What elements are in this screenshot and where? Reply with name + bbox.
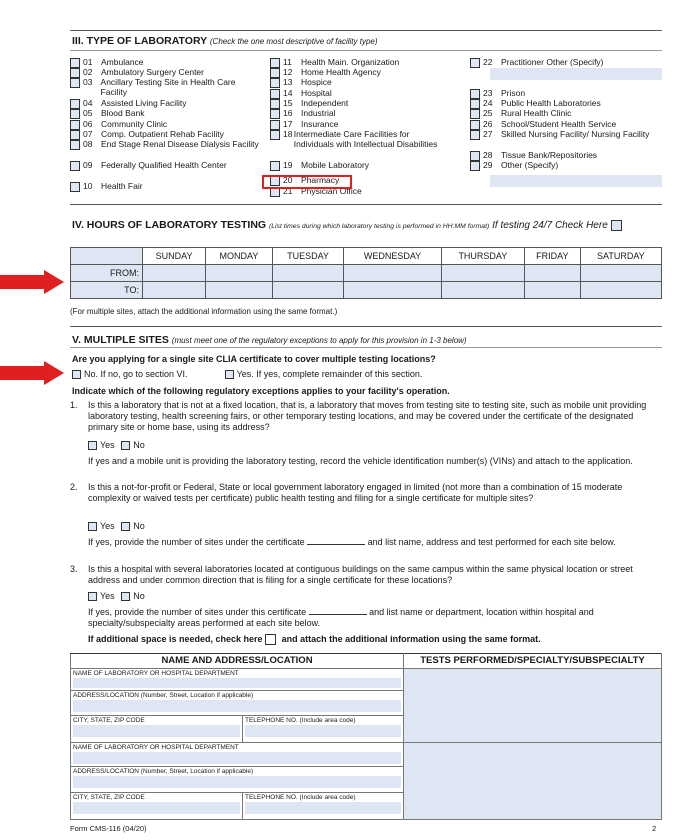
section-divider: [70, 326, 662, 327]
site-1-address-field[interactable]: [71, 691, 404, 716]
q2-number-of-sites-field[interactable]: [307, 544, 365, 545]
lab-type-number: 20: [283, 175, 293, 185]
site-2-address-field[interactable]: [71, 767, 404, 793]
lab-type-checkbox-03[interactable]: [70, 78, 80, 88]
to-monday-field[interactable]: [206, 282, 273, 299]
hours-corner-cell: [71, 248, 143, 265]
lab-type-checkbox-15[interactable]: [270, 99, 280, 109]
lab-type-label: Comp. Outpatient Rehab Facility: [101, 129, 224, 139]
lab-type-option-25[interactable]: [470, 109, 660, 119]
lab-type-option-22[interactable]: [470, 58, 660, 68]
site-2-city-label: CITY, STATE, ZIP CODE: [73, 794, 145, 801]
from-wednesday-field[interactable]: [344, 265, 441, 282]
section5-title: [72, 334, 467, 346]
page-number: 2: [652, 824, 657, 833]
q2-note: [88, 537, 648, 548]
to-saturday-field[interactable]: [580, 282, 661, 299]
from-thursday-field[interactable]: [441, 265, 524, 282]
lab-type-checkbox-05[interactable]: [70, 109, 80, 119]
lab-type-label: Public Health Laboratories: [501, 98, 601, 108]
site-1-phone-input[interactable]: [245, 725, 401, 737]
section3-note: (Check the one most descriptive of facility type): [209, 37, 378, 46]
lab-type-number: 12: [283, 67, 293, 77]
single-site-question: Are you applying for a single site CLIA certificate to cover multiple testing locations?: [72, 354, 436, 364]
address-header-left: NAME AND ADDRESS/LOCATION: [71, 654, 404, 669]
section-divider: [70, 50, 662, 51]
site-2-phone-input[interactable]: [245, 802, 401, 814]
lab-type-label: Home Health Agency: [301, 67, 381, 77]
lab-type-label: Other (Specify): [501, 160, 559, 170]
q3-note-part-a: If yes, provide the number of sites under this certificate: [88, 607, 307, 617]
single-site-answers: [72, 369, 422, 380]
section-divider: [70, 347, 662, 348]
site-2-name-row: [71, 743, 662, 767]
lab-type-number: 07: [83, 129, 93, 139]
lab-type-checkbox-24[interactable]: [470, 99, 480, 109]
address-table: [70, 653, 662, 820]
lab-type-option-27[interactable]: [470, 130, 660, 140]
lab-type-checkbox-10[interactable]: [70, 182, 80, 192]
q3-no-label: No: [133, 591, 145, 601]
q2-number: 2.: [70, 482, 78, 492]
lab-type-option-08[interactable]: [70, 140, 260, 150]
section3-title-text: III. TYPE OF LABORATORY: [72, 35, 207, 47]
lab-type-label: Health Fair: [101, 181, 143, 191]
lab-type-checkbox-25[interactable]: [470, 109, 480, 119]
section4-note: (List times during which laboratory testing is performed in HH:MM format): [269, 223, 490, 230]
lab-type-label: Mobile Laboratory: [301, 160, 370, 170]
section4-title: IV. HOURS OF LABORATORY TESTING: [72, 219, 267, 231]
red-arrow-shaft-1: [0, 275, 46, 289]
lab-type-number: 21: [283, 186, 293, 196]
to-friday-field[interactable]: [524, 282, 580, 299]
lab-type-checkbox-26[interactable]: [470, 120, 480, 130]
lab-type-checkbox-02[interactable]: [70, 68, 80, 78]
lab-type-checkbox-29[interactable]: [470, 161, 480, 171]
q3-note-part-b: and list name or department, location within hospital and specialty/subspecialty areas performed at each site below.: [88, 607, 594, 628]
site-2-address-label: ADDRESS/LOCATION (Number, Street, Location if applicable): [73, 768, 254, 775]
lab-type-checkbox-06[interactable]: [70, 120, 80, 130]
q3-number-of-sites-field[interactable]: [309, 614, 367, 615]
hours-to-row: [71, 282, 662, 299]
site-1-city-field[interactable]: [71, 716, 243, 743]
lab-type-option-05[interactable]: [70, 109, 260, 119]
q3-note: [88, 607, 662, 629]
q2-answers: [88, 521, 145, 532]
lab-type-checkbox-07[interactable]: [70, 130, 80, 140]
q2-note-part-b: and list name, address and test performed for each site below.: [367, 537, 616, 547]
single-site-no-label: No. If no, go to section VI.: [84, 369, 188, 379]
to-label: TO:: [71, 282, 143, 299]
lab-type-label: Pharmacy: [301, 175, 340, 185]
q3-yes-label: Yes: [100, 591, 115, 601]
lab-type-number: 03: [83, 77, 93, 87]
lab-type-label: End Stage Renal Disease Dialysis Facility: [101, 139, 259, 149]
lab-type-number: 10: [83, 181, 93, 191]
lab-type-number: 16: [283, 108, 293, 118]
section-divider: [70, 204, 662, 205]
pharmacy-highlight-box: [262, 175, 352, 189]
lab-type-number: 22: [483, 57, 493, 67]
lab-type-option-13[interactable]: [270, 78, 450, 88]
from-sunday-field[interactable]: [143, 265, 206, 282]
lab-type-number: 29: [483, 160, 493, 170]
from-tuesday-field[interactable]: [272, 265, 344, 282]
lab-type-checkbox-17[interactable]: [270, 120, 280, 130]
site-1-address-input[interactable]: [73, 700, 401, 712]
lab-type-number: 01: [83, 57, 93, 67]
multiple-sites-footnote: (For multiple sites, attach the additional information using the same format.): [70, 307, 338, 316]
lab-type-option-03[interactable]: [70, 78, 260, 97]
site-1-name-input[interactable]: [73, 678, 401, 688]
site-2-phone-field[interactable]: [243, 793, 404, 820]
q2-yes-checkbox[interactable]: [88, 522, 97, 531]
lab-type-option-15[interactable]: [270, 99, 450, 109]
day-header-wednesday: WEDNESDAY: [344, 248, 441, 265]
lab-type-number: 24: [483, 98, 493, 108]
red-arrow-head-1: [44, 270, 64, 294]
q3-number: 3.: [70, 564, 78, 574]
site-1-phone-label: TELEPHONE NO. (Include area code): [245, 717, 356, 724]
additional-space-line: [88, 634, 541, 645]
site-2-name-input[interactable]: [73, 752, 401, 764]
lab-type-option-29[interactable]: [470, 161, 660, 171]
from-friday-field[interactable]: [524, 265, 580, 282]
lab-type-label: Community Clinic: [101, 119, 168, 129]
lab-type-number: 28: [483, 150, 493, 160]
q2-note-part-a: If yes, provide the number of sites under the certificate: [88, 537, 305, 547]
lab-type-label: Rural Health Clinic: [501, 108, 572, 118]
lab-type-label: Intermediate Care Facilities for Individuals with Intellectual Disabilities: [293, 129, 438, 149]
site-1-address-label: ADDRESS/LOCATION (Number, Street, Location if applicable): [73, 692, 254, 699]
q1-answers: [88, 440, 145, 451]
hours-header-row: [71, 248, 662, 265]
red-arrow-head-2: [44, 361, 64, 385]
lab-type-checkbox-12[interactable]: [270, 68, 280, 78]
q2-yes-label: Yes: [100, 521, 115, 531]
lab-type-number: 18: [283, 129, 293, 139]
day-header-thursday: THURSDAY: [441, 248, 524, 265]
lab-type-number: 08: [83, 139, 93, 149]
additional-space-text-a: If additional space is needed, check here: [88, 634, 263, 644]
lab-type-number: 11: [283, 57, 292, 67]
from-saturday-field[interactable]: [580, 265, 661, 282]
site-1-name-field[interactable]: [71, 669, 404, 691]
additional-space-text-b: and attach the additional information using the same format.: [281, 634, 541, 644]
address-header-right: TESTS PERFORMED/SPECIALTY/SUBSPECIALTY: [404, 654, 662, 669]
site-1-name-row: [71, 669, 662, 691]
lab-type-checkbox-23[interactable]: [470, 89, 480, 99]
lab-type-option-16[interactable]: [270, 109, 450, 119]
lab-type-number: 13: [283, 77, 293, 87]
lab-type-option-09[interactable]: [70, 161, 260, 171]
lab-type-label: School/Student Health Service: [501, 119, 617, 129]
site-2-name-label: NAME OF LABORATORY OR HOSPITAL DEPARTMENT: [73, 744, 239, 751]
site-1-city-label: CITY, STATE, ZIP CODE: [73, 717, 145, 724]
q1-no-label: No: [133, 440, 145, 450]
check-24-7-label: If testing 24/7 Check Here: [492, 220, 608, 231]
q2-no-label: No: [133, 521, 145, 531]
site-1-name-label: NAME OF LABORATORY OR HOSPITAL DEPARTMENT: [73, 670, 239, 677]
from-monday-field[interactable]: [206, 265, 273, 282]
day-header-saturday: SATURDAY: [580, 248, 661, 265]
lab-type-label: Insurance: [301, 119, 339, 129]
from-label: FROM:: [71, 265, 143, 282]
lab-type-number: 19: [283, 160, 293, 170]
day-header-friday: FRIDAY: [524, 248, 580, 265]
lab-type-number: 17: [283, 119, 293, 129]
site-2-city-field[interactable]: [71, 793, 243, 820]
section3-title: [72, 35, 378, 47]
lab-type-label: Assisted Living Facility: [101, 98, 187, 108]
lab-type-checkbox-22[interactable]: [470, 58, 480, 68]
lab-type-number: 02: [83, 67, 93, 77]
single-site-no-checkbox[interactable]: [72, 370, 81, 379]
q1-no-checkbox[interactable]: [121, 441, 130, 450]
lab-type-option-14[interactable]: [270, 89, 450, 99]
lab-type-number: 04: [83, 98, 93, 108]
lab-type-label: Hospital: [301, 88, 332, 98]
lab-type-label: Industrial: [301, 108, 336, 118]
lab-type-option-04[interactable]: [70, 99, 260, 109]
lab-type-label: Blood Bank: [101, 108, 145, 118]
site-2-tests-field[interactable]: [404, 743, 662, 820]
check-24-7-checkbox[interactable]: [611, 220, 622, 231]
lab-type-checkbox-04[interactable]: [70, 99, 80, 109]
lab-type-label: Prison: [501, 88, 526, 98]
lab-type-checkbox-18[interactable]: [270, 130, 280, 140]
lab-type-checkbox-09[interactable]: [70, 161, 80, 171]
indicate-exception-text: Indicate which of the following regulatory exceptions applies to your facility's operation.: [72, 386, 450, 396]
to-tuesday-field[interactable]: [272, 282, 344, 299]
site-2-name-field[interactable]: [71, 743, 404, 767]
q3-text: Is this a hospital with several laboratories located at contiguous buildings on the same campus within the same physical location or street address and under common direction that is filing for a single certificate for these locations?: [88, 564, 633, 585]
site-2-address-input[interactable]: [73, 776, 401, 788]
lab-type-label: Health Main. Organization: [301, 57, 400, 67]
lab-type-number: 09: [83, 160, 93, 170]
q1-yes-checkbox[interactable]: [88, 441, 97, 450]
q1-yes-label: Yes: [100, 440, 115, 450]
additional-space-checkbox[interactable]: [265, 634, 276, 645]
practitioner-other-specify-field[interactable]: [490, 68, 662, 80]
lab-type-label: Ambulance: [101, 57, 144, 67]
lab-type-checkbox-27[interactable]: [470, 130, 480, 140]
lab-type-checkbox-28[interactable]: [470, 151, 480, 161]
lab-type-number: 23: [483, 88, 493, 98]
lab-type-option-12[interactable]: [270, 68, 450, 78]
lab-type-label: Practitioner Other (Specify): [501, 57, 604, 67]
lab-type-option-10[interactable]: [70, 182, 260, 192]
address-header-row: [71, 654, 662, 669]
lab-type-label: Ancillary Testing Site in Health Care Facility: [100, 77, 236, 97]
lab-type-label: Ambulatory Surgery Center: [101, 67, 204, 77]
day-header-monday: MONDAY: [206, 248, 273, 265]
lab-type-number: 14: [283, 88, 293, 98]
q2-no-checkbox[interactable]: [121, 522, 130, 531]
lab-type-label: Skilled Nursing Facility/ Nursing Facility: [501, 129, 650, 139]
lab-type-checkbox-19[interactable]: [270, 161, 280, 171]
lab-type-label: Federally Qualified Health Center: [101, 160, 227, 170]
site-2-phone-label: TELEPHONE NO. (Include area code): [245, 794, 356, 801]
lab-type-checkbox-11[interactable]: [270, 58, 280, 68]
lab-type-checkbox-08[interactable]: [70, 140, 80, 150]
lab-type-checkbox-13[interactable]: [270, 78, 280, 88]
lab-type-number: 15: [283, 98, 293, 108]
q3-yes-checkbox[interactable]: [88, 592, 97, 601]
site-1-phone-field[interactable]: [243, 716, 404, 743]
section4-header: [72, 219, 625, 231]
q1-note: If yes and a mobile unit is providing the laboratory testing, record the vehicle identification number(s) (VINs) and attach to the application.: [88, 456, 633, 466]
section5-note: (must meet one of the regulatory exceptions to apply for this provision in 1-3 below): [171, 336, 467, 345]
lab-type-number: 26: [483, 119, 493, 129]
q3-no-checkbox[interactable]: [121, 592, 130, 601]
to-wednesday-field[interactable]: [344, 282, 441, 299]
site-2-city-input[interactable]: [73, 802, 240, 814]
q3-answers: [88, 591, 145, 602]
hours-from-row: [71, 265, 662, 282]
red-arrow-shaft-2: [0, 366, 46, 380]
lab-type-checkbox-01[interactable]: [70, 58, 80, 68]
lab-type-label: Physician Office: [301, 186, 362, 196]
day-header-sunday: SUNDAY: [143, 248, 206, 265]
to-sunday-field[interactable]: [143, 282, 206, 299]
lab-type-option-19[interactable]: [270, 161, 450, 171]
day-header-tuesday: TUESDAY: [272, 248, 344, 265]
lab-type-number: 06: [83, 119, 93, 129]
lab-type-option-18[interactable]: [270, 130, 450, 149]
section-divider: [70, 30, 662, 31]
single-site-yes-checkbox[interactable]: [225, 370, 234, 379]
lab-type-checkbox-16[interactable]: [270, 109, 280, 119]
to-thursday-field[interactable]: [441, 282, 524, 299]
lab-type-label: Hospice: [301, 77, 332, 87]
lab-type-label: Independent: [301, 98, 349, 108]
q1-text: Is this a laboratory that is not at a fixed location, that is, a laboratory that moves from testing site to testing site, such as mobile unit providing laboratory testing, health screening fairs, or other temporary testing locations, and may be covered under the certificate of the designated primary site or home base, using its address?: [88, 400, 647, 432]
lab-type-number: 27: [483, 129, 493, 139]
lab-type-label: Tissue Bank/Repositories: [501, 150, 598, 160]
lab-type-option-28[interactable]: [470, 151, 660, 161]
q1-number: 1.: [70, 400, 78, 410]
q2-text: Is this a not-for-profit or Federal, State or local government laboratory engaged in limited (not more than a combination of 15 moderate complexity or waived tests per certificate) public health testing and filing for a single certificate for multiple sites?: [88, 482, 623, 503]
lab-type-number: 25: [483, 108, 493, 118]
other-specify-field[interactable]: [490, 175, 662, 187]
single-site-yes-label: Yes. If yes, complete remainder of this section.: [236, 369, 423, 379]
hours-table: [70, 247, 662, 299]
lab-type-number: 05: [83, 108, 93, 118]
form-id: Form CMS-116 (04/20): [70, 824, 147, 833]
lab-type-checkbox-14[interactable]: [270, 89, 280, 99]
site-1-tests-field[interactable]: [404, 669, 662, 743]
section5-title-text: V. MULTIPLE SITES: [72, 334, 169, 346]
site-1-city-input[interactable]: [73, 725, 240, 737]
